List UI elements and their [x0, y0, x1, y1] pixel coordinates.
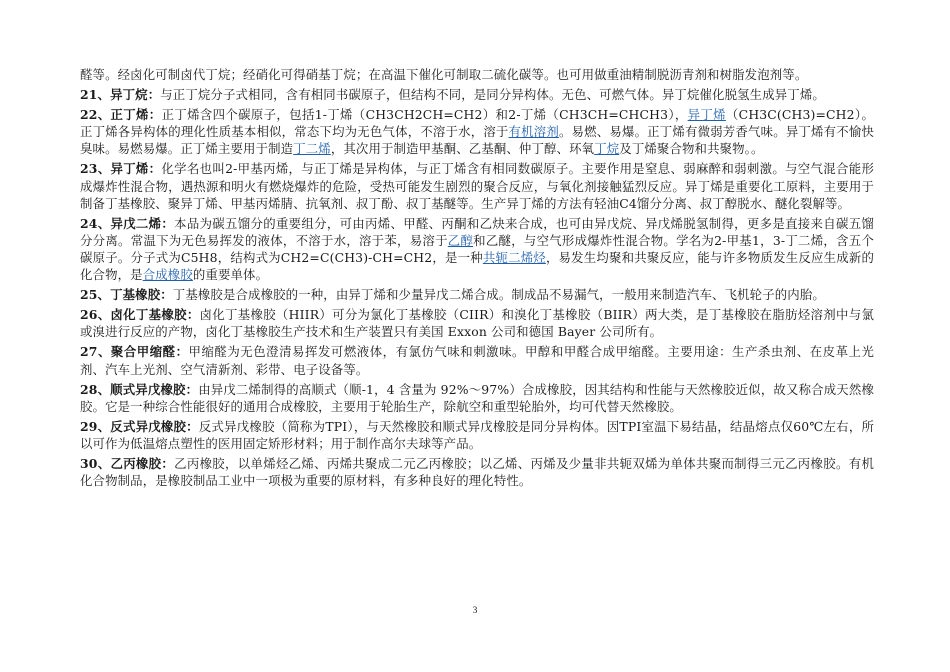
- entry-text: 与正丁烷分子式相同，含有相同书碳原子，但结构不同，是同分异构体。无色、可燃气体。异丁烷催化脱氢生成异丁烯。: [160, 87, 825, 103]
- entry-term: 22、正丁烯：: [80, 107, 162, 123]
- entry-term: 23、异丁烯：: [80, 161, 162, 177]
- term-link[interactable]: 共轭二烯烃: [482, 249, 546, 265]
- entry-text: ，易发生均聚和共聚反应，能与许多物质发生反应生成新的化合物，是: [80, 249, 875, 283]
- term-link[interactable]: 丁二烯: [293, 141, 331, 157]
- glossary-entry: [80, 215, 874, 283]
- term-link[interactable]: 异丁烯: [687, 107, 726, 123]
- entry-text: 乙丙橡胶，以单烯烃乙烯、丙烯共聚成二元乙丙橡胶；以乙烯、丙烯及少量非共轭双烯为单体共聚而制得三元乙丙橡胶。有机化合物制品，是橡胶制品工业中一项极为重要的原材料，有多种良好的理化特性。: [80, 455, 874, 489]
- glossary-entry: [80, 455, 874, 489]
- entry-text: 反式异戊橡胶（简称为TPI），与天然橡胶和顺式异戊橡胶是同分异构体。因TPI室温下易结晶，结晶熔点仅60℃左右，所以可作为低温熔点塑性的医用固定矫形材料；用于制作高尔夫球等产品。: [80, 418, 875, 451]
- entry-text: 醛等。经卤化可制卤代丁烷；经硝化可得硝基丁烷；在高温下催化可制取二硫化碳等。也可用做重油精制脱沥青剂和树脂发泡剂等。: [80, 67, 808, 82]
- entry-term: 21、异丁烷：: [80, 87, 161, 103]
- entry-term: 30、乙丙橡胶：: [80, 455, 175, 471]
- entry-term: 25、丁基橡胶：: [80, 287, 173, 303]
- term-link[interactable]: 有机溶剂: [508, 124, 559, 140]
- entry-text: 及丁烯聚合物和共聚物。。: [619, 141, 764, 157]
- entry-text: 本品为碳五馏分的重要组分，可由丙烯、甲醛、丙酮和乙炔来合成，也可由异戊烷、异戊烯脱氢制得，更多是直接来自碳五馏分分离。常温下为无色易挥发的液体，不溶于水，溶于苯，易溶于: [80, 215, 874, 248]
- glossary-entry: [80, 106, 874, 157]
- glossary-entry: [80, 381, 874, 415]
- page-number: 3: [472, 606, 478, 616]
- term-link[interactable]: 合成橡胶: [142, 267, 193, 283]
- entry-text: 化学名也叫2-甲基丙烯，与正丁烯是异构体，与正丁烯含有相同数碳原子。主要作用是窒息、弱麻醉和弱刺激。与空气混合能形成爆炸性混合物，遇热源和明火有燃烧爆炸的危险，受热可能发生剧烈的聚合反应，与氧化剂接触猛烈反应。异丁烯是重要化工原料，主要用于制备丁基橡胶、聚异丁烯、甲基丙烯腈、抗氧剂、叔丁酚、叔丁基醚等。生产异丁烯的方法有轻油C4馏分分离、叔丁醇脱水、醚化裂解等。: [80, 161, 875, 211]
- glossary-entry: [80, 160, 874, 211]
- entry-text: 。易燃、易爆。正丁烯有微弱芳香气味。异丁烯有不愉快臭味。易燃易爆。正丁烯主要用于制造: [80, 124, 874, 157]
- glossary-entry: [80, 66, 874, 83]
- entry-text: 甲缩醛为无色澄清易挥发可燃液体，有氯仿气味和刺激味。甲醇和甲醛合成甲缩醛。主要用途：生产杀虫剂、在皮革上光剂、汽车上光剂、空气清新剂、彩带、电子设备等。: [80, 344, 874, 377]
- entry-term: 29、反式异戊橡胶：: [80, 418, 199, 434]
- glossary-entry: [80, 418, 874, 452]
- entry-term: 27、聚合甲缩醛：: [80, 344, 189, 360]
- entry-text: ，其次用于制造甲基酮、乙基酮、仲丁醇、环氧: [330, 141, 595, 157]
- entry-text: （CH3C(CH3)=CH2）。正丁烯各异构体的理化性质基本相似，常态下均为无色气体，不溶于水，溶于: [80, 107, 874, 140]
- document-body: [80, 66, 874, 489]
- glossary-entry: [80, 86, 874, 103]
- entry-term: 28、顺式异戊橡胶：: [80, 381, 199, 397]
- entry-term: 26、卤化丁基橡胶：: [80, 307, 200, 323]
- entry-text: 正丁烯含四个碳原子，包括1-丁烯（CH3CH2CH=CH2）和2-丁烯（CH3CH=CHCH3），: [161, 107, 688, 123]
- entry-text: 和乙醚，与空气形成爆炸性混合物。学名为2-甲基1，3-丁二烯，含五个碳原子。分子式为C5H8，结构式为CH2=C(CH3)-CH=CH2，是一种: [80, 232, 874, 265]
- glossary-entry: [80, 306, 874, 340]
- entry-text: 卤化丁基橡胶（HIIR）可分为氯化丁基橡胶（CIIR）和溴化丁基橡胶（BIIR）两大类，是丁基橡胶在脂肪烃溶剂中与氯或溴进行反应的产物，卤化丁基橡胶生产技术和生产装置只有美国 Exxon 公司和德国 Bayer 公司所有。: [80, 307, 874, 340]
- entry-text: 由异戊二烯制得的高顺式（顺-1，4 含量为 92%～97%）合成橡胶，因其结构和性能与天然橡胶近似，故又称合成天然橡胶。它是一种综合性能很好的通用合成橡胶，主要用于轮胎生产，除航空和重型轮胎外，均可代替天然橡胶。: [80, 381, 874, 414]
- entry-text: 的重要单体。: [192, 267, 269, 283]
- glossary-entry: [80, 286, 874, 303]
- entry-term: 24、异戊二烯：: [80, 215, 175, 231]
- term-link[interactable]: 丁烷: [594, 141, 620, 157]
- glossary-entry: [80, 343, 874, 377]
- entry-text: 丁基橡胶是合成橡胶的一种，由异丁烯和少量异戊二烯合成。制成品不易漏气，一般用来制造汽车、飞机轮子的内胎。: [172, 287, 825, 303]
- term-link[interactable]: 乙醇: [447, 232, 474, 248]
